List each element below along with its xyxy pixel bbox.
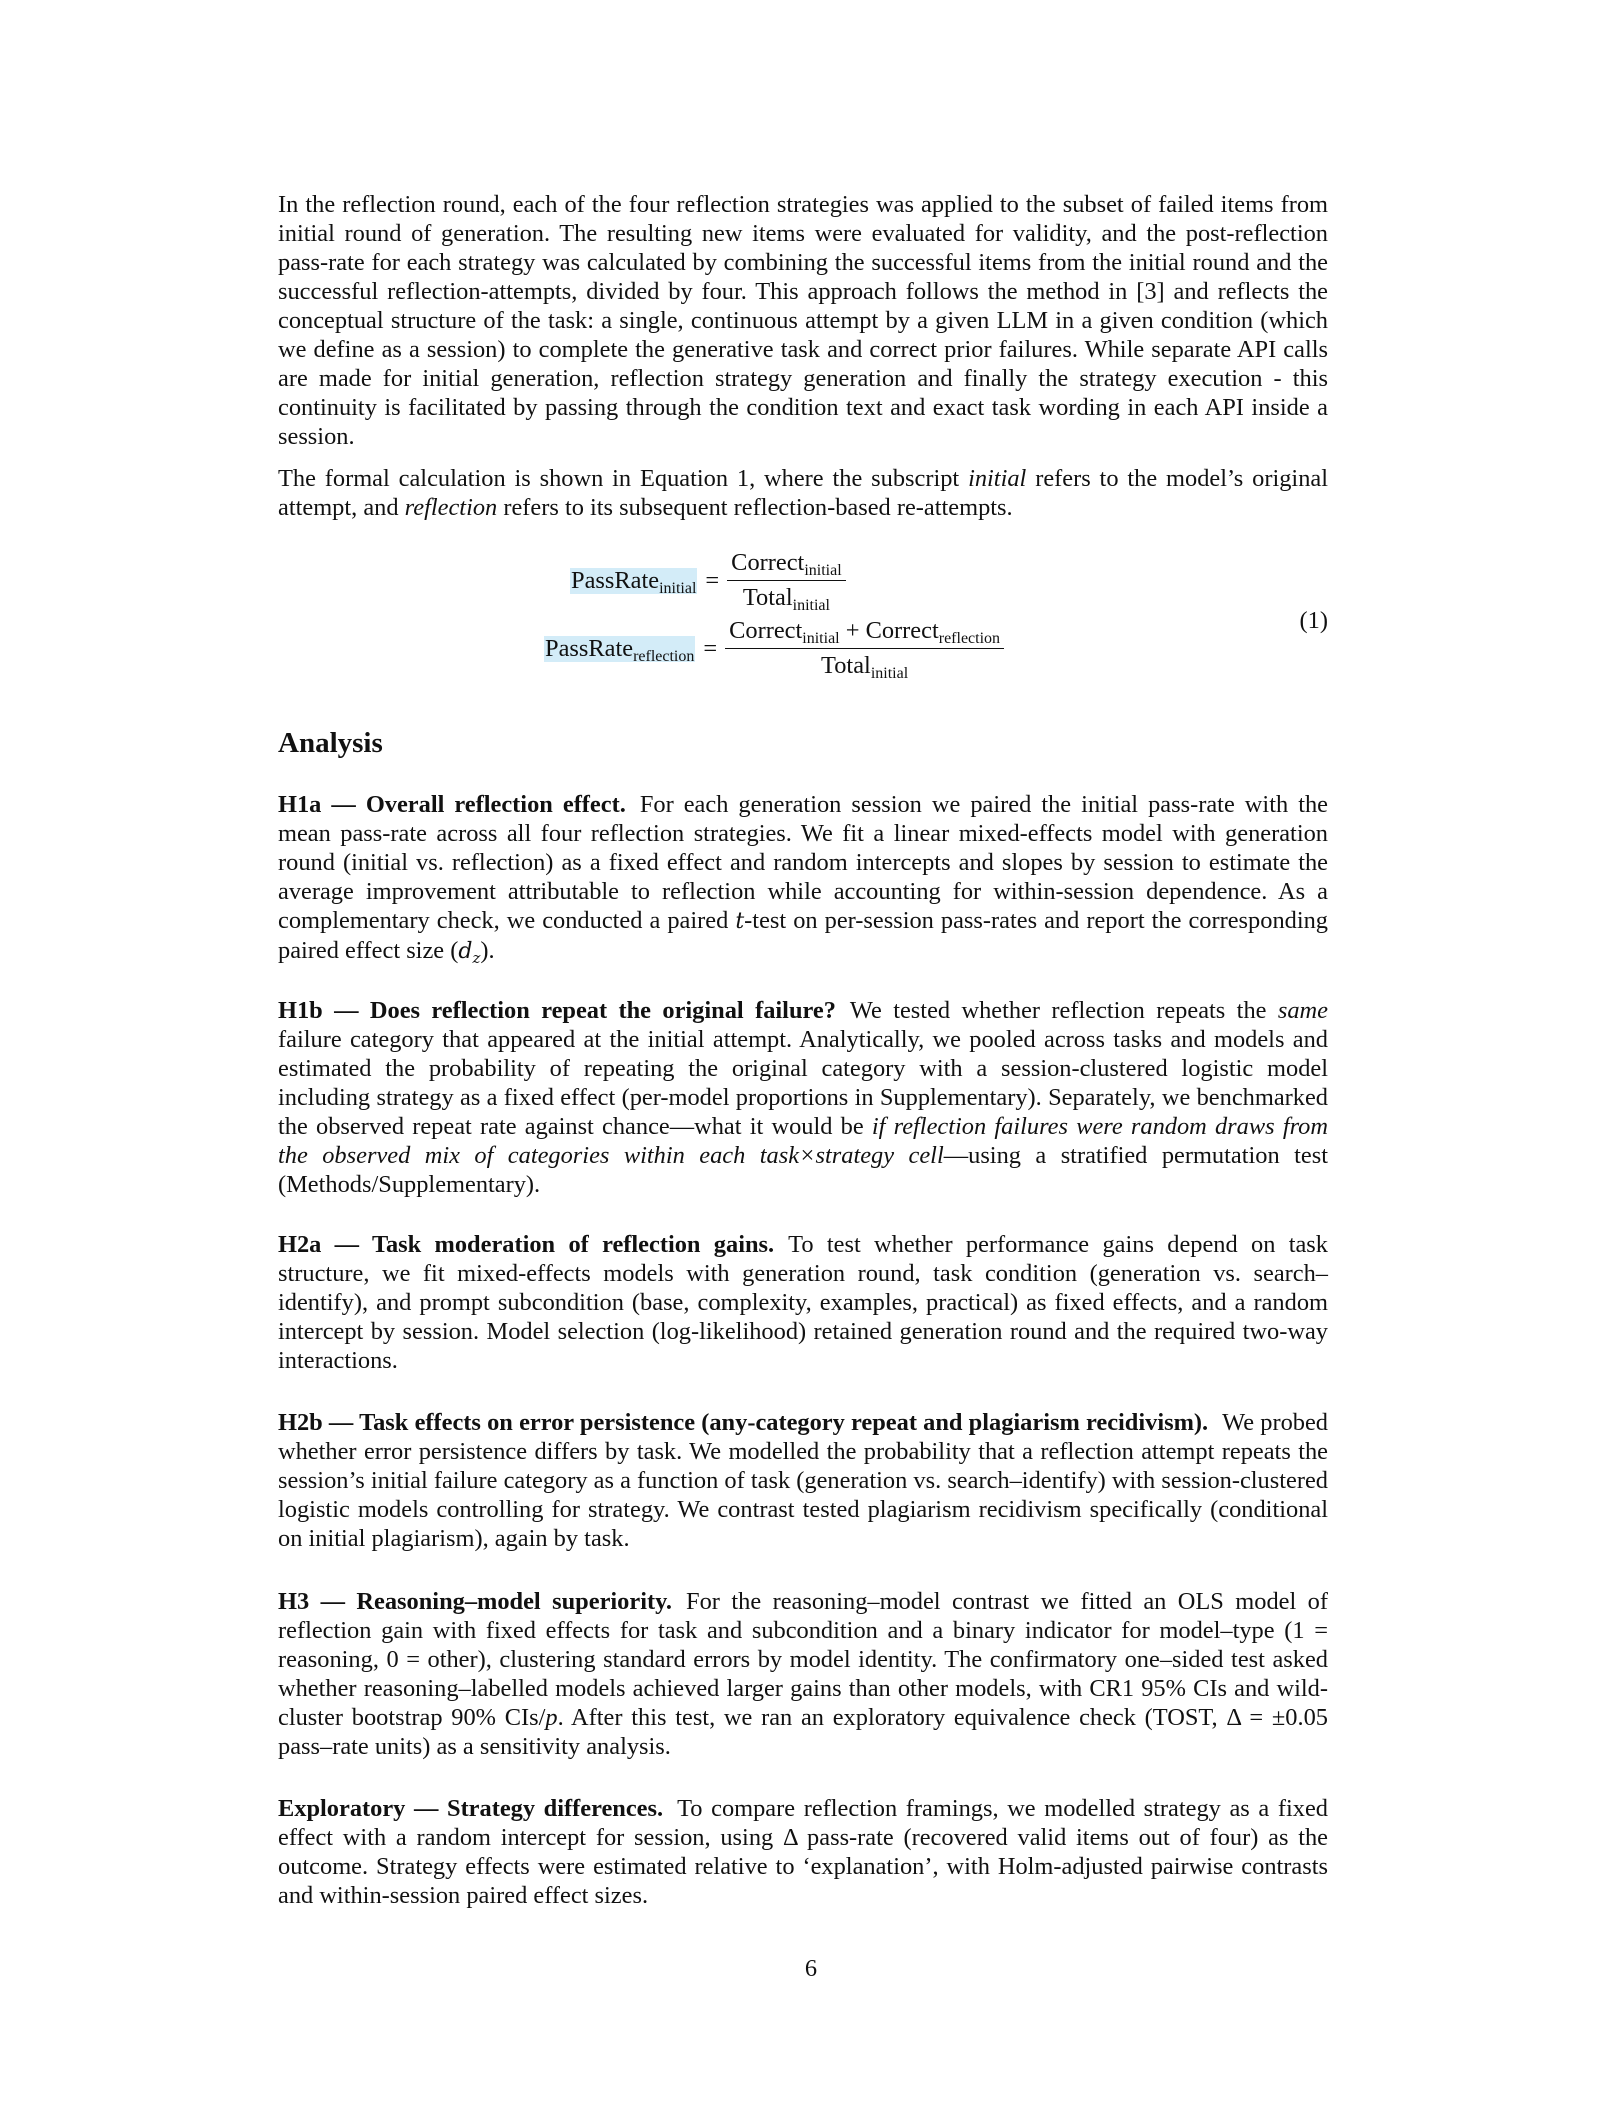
paragraph-exploratory: Exploratory — Strategy differences. To compare reflection framings, we modelled strategy as a fixed effect with a random intercept for session, using Δ pass-rate (recovered valid items out of four) as the outcome. Strategy effects were estimated relative to ‘explanation’, with Holm-adjusted pairwise contrasts and within-session paired effect sizes. [278, 1795, 1328, 1909]
runin-title: H2a — Task moderation of reflection gains. [278, 1231, 775, 1258]
italic-initial: initial [968, 465, 1027, 492]
equation-row-initial [570, 548, 846, 613]
passrate-initial-term: PassRate$_{initial}$ [571, 566, 697, 597]
runin-title: H3 — Reasoning–model superiority. [278, 1588, 673, 1615]
equation-1 [278, 548, 1328, 698]
text-span: refers to its subsequent reflection-based re-attempts. [497, 494, 1013, 521]
runin-title: H1b — Does reflection repeat the original failure? [278, 997, 836, 1024]
equation-row-reflection [544, 616, 1004, 681]
equation-number: (1) [1299, 607, 1328, 634]
numerator: Correct$_{initial}$ + Correct$_{reflection}$ [725, 616, 1004, 649]
numerator: Correct$_{initial}$ [727, 548, 845, 581]
runin-title: H1a — Overall reflection effect. [278, 791, 626, 818]
equals-sign: = [703, 635, 718, 662]
runin-title: Exploratory — Strategy differences. [278, 1795, 664, 1822]
denominator: Total$_{initial}$ [742, 584, 830, 614]
runin-title: H2b — Task effects on error persistence (any-category repeat and plagiarism recidivism). [278, 1409, 1209, 1436]
equals-sign: = [705, 567, 720, 594]
fraction-initial [727, 548, 845, 613]
intro-section [278, 190, 1328, 698]
paragraph-h2a: H2a — Task moderation of reflection gains. To test whether performance gains depend on task structure, we fit mixed-effects models with generation round, task condition (generation vs. search–identify), and prompt subcondition (base, complexity, examples, practical) as fixed effects, and a random intercept by session. Model selection (log-likelihood) retained generation round and the required two-way interactions. [278, 1231, 1328, 1374]
paragraph-h1b: H1b — Does reflection repeat the original failure? We tested whether reflection repeats the same failure category that appeared at the initial attempt. Analytically, we pooled across tasks and models and estimated the probability of repeating the original category with a session-clustered logistic model including strategy as a fixed effect (per-model proportions in Supplementary). Separately, we benchmarked the observed repeat rate against chance—what it would be if reflection failures were random draws from the observed mix of categories within each task×strategy cell—using a stratified permutation test (Methods/Supplementary). [278, 997, 1328, 1198]
denominator: Total$_{initial}$ [821, 652, 909, 682]
paragraph-h2b: H2b — Task effects on error persistence (any-category repeat and plagiarism recidivism). We probed whether error persistence differs by task. We modelled the probability that a reflection attempt repeats the session’s initial failure category as a function of task (generation vs. search–identify) with session-clustered logistic models controlling for strategy. We contrast tested plagiarism recidivism specifically (conditional on initial plagiarism), again by task. [278, 1409, 1328, 1552]
text-span: The formal calculation is shown in Equation 1, where the subscript [278, 465, 969, 492]
section-heading-analysis: Analysis [278, 727, 383, 759]
passrate-reflection-term: PassRate$_{reflection}$ [545, 634, 695, 665]
paragraph-h3: H3 — Reasoning–model superiority. For the reasoning–model contrast we fitted an OLS model of reflection gain with fixed effects for task and subcondition and a binary indicator for model–type (1 = reasoning, 0 = other), clustering standard errors by model identity. The confirmatory one–sided test asked whether reasoning–labelled models achieved larger gains than other models, with CR1 95% CIs and wild-cluster bootstrap 90% CIs/p. After this test, we ran an exploratory equivalence check (TOST, Δ = ±0.05 pass–rate units) as a sensitivity analysis. [278, 1588, 1328, 1760]
paragraph-h1a: H1a — Overall reflection effect. For each generation session we paired the initial pass-rate with the mean pass-rate across all four reflection strategies. We fit a linear mixed-effects model with generation round (initial vs. reflection) as a fixed effect and random intercepts and slopes by session to estimate the average improvement attributable to reflection while accounting for within-session dependence. As a complementary check, we conducted a paired t-test on per-session pass-rates and report the corresponding paired effect size $(d_z)$. [278, 791, 1328, 967]
intro-paragraph-2 [278, 464, 1328, 522]
page-number: 6 [804, 1955, 818, 1982]
math-dz: d [458, 939, 473, 964]
text-span: refers to the model’s original attempt, and [278, 465, 1328, 521]
fraction-reflection [725, 616, 1004, 681]
intro-paragraph-1: In the reflection round, each of the four reflection strategies was applied to the subset of failed items from initial round of generation. The resulting new items were evaluated for validity, and the post-reflection pass-rate for each strategy was calculated by combining the successful items from the initial round and the successful reflection-attempts, divided by four. This approach follows the method in [3] and reflects the conceptual structure of the task: a single, continuous attempt by a given LLM in a given condition (which we define as a session) to complete the generative task and correct prior failures. While separate API calls are made for initial generation, reflection strategy generation and finally the strategy execution - this continuity is facilitated by passing through the condition text and exact task wording in each API inside a session. [278, 191, 1328, 450]
math-t: t [735, 909, 745, 934]
italic-reflection: reflection [404, 494, 498, 521]
